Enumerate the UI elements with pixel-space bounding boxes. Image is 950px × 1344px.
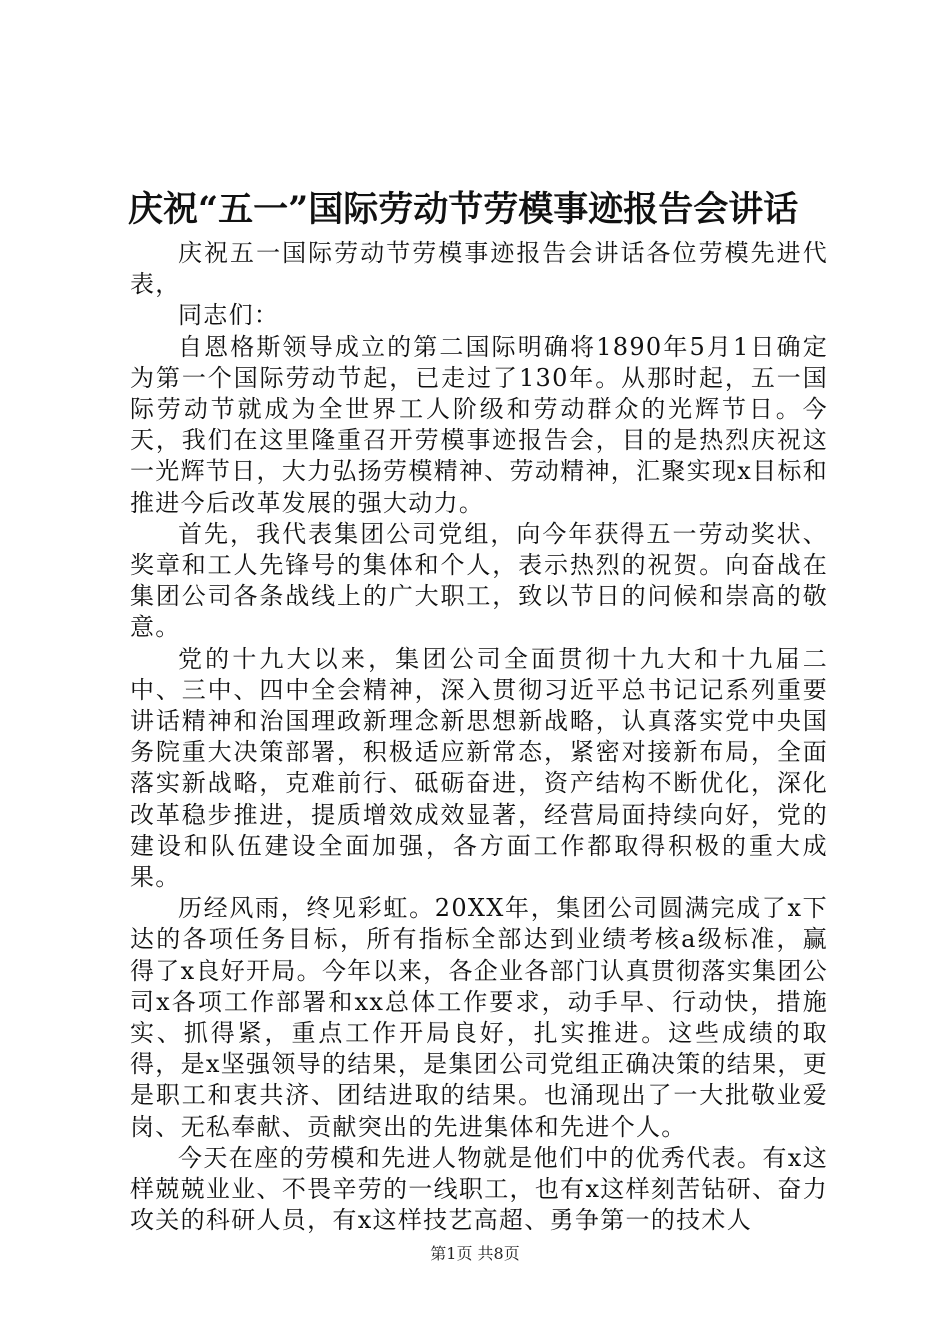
document-title: 庆祝“五一”国际劳动节劳模事迹报告会讲话 — [128, 189, 799, 230]
paragraph-results: 历经风雨，终见彩虹。20XX年，集团公司圆满完成了x下达的各项任务目标，所有指标全部达到业绩考核a级标准，赢得了x良好开局。今年以来，各企业各部门认真贯彻落实集团公司x各项工作部署和xx总体工作要求，动手早、行动快，措施实、抓得紧，重点工作开局良好，扎实推进。这些成绩的取得，是x坚强领导的结果，是集团公司党组正确决策的结果，更是职工和衷共济、团结进取的结果。也涌现出了一大批敬业爱岗、无私奉献、贡献突出的先进集体和先进个人。 — [130, 894, 828, 1141]
paragraph-opening: 自恩格斯领导成立的第二国际明确将1890年5月1日确定为第一个国际劳动节起，已走过了130年。从那时起，五一国际劳动节就成为全世界工人阶级和劳动群众的光辉节日。今天，我们在这里隆重召开劳模事迹报告会，目的是热烈庆祝这一光辉节日，大力弘扬劳模精神、劳动精神，汇聚实现x目标和推进今后改革发展的强大动力。 — [130, 332, 828, 517]
paragraph-greeting: 同志们： — [178, 301, 280, 330]
paragraph-representatives: 今天在座的劳模和先进人物就是他们中的优秀代表。有x这样兢兢业业、不畏辛劳的一线职工，也有x这样刻苦钻研、奋力攻关的科研人员，有x这样技艺高超、勇争第一的技术人 — [130, 1143, 828, 1235]
paragraph-salutation: 庆祝五一国际劳动节劳模事迹报告会讲话各位劳模先进代表， — [130, 239, 828, 299]
page-number-footer: 第1页 共8页 — [430, 1244, 520, 1263]
paragraph-congratulations: 首先，我代表集团公司党组，向今年获得五一劳动奖状、奖章和工人先锋号的集体和个人，表示热烈的祝贺。向奋战在集团公司各条战线上的广大职工，致以节日的问候和崇高的敬意。 — [130, 519, 828, 642]
document-body — [130, 238, 828, 1237]
paragraph-achievements: 党的十九大以来，集团公司全面贯彻十九大和十九届二中、三中、四中全会精神，深入贯彻习近平总书记记系列重要讲话精神和治国理政新理念新思想新战略，认真落实党中央国务院重大决策部署，积极适应新常态，紧密对接新布局，全面落实新战略，克难前行、砥砺奋进，资产结构不断优化，深化改革稳步推进，提质增效成效显著，经营局面持续向好，党的建设和队伍建设全面加强，各方面工作都取得积极的重大成果。 — [130, 644, 828, 892]
